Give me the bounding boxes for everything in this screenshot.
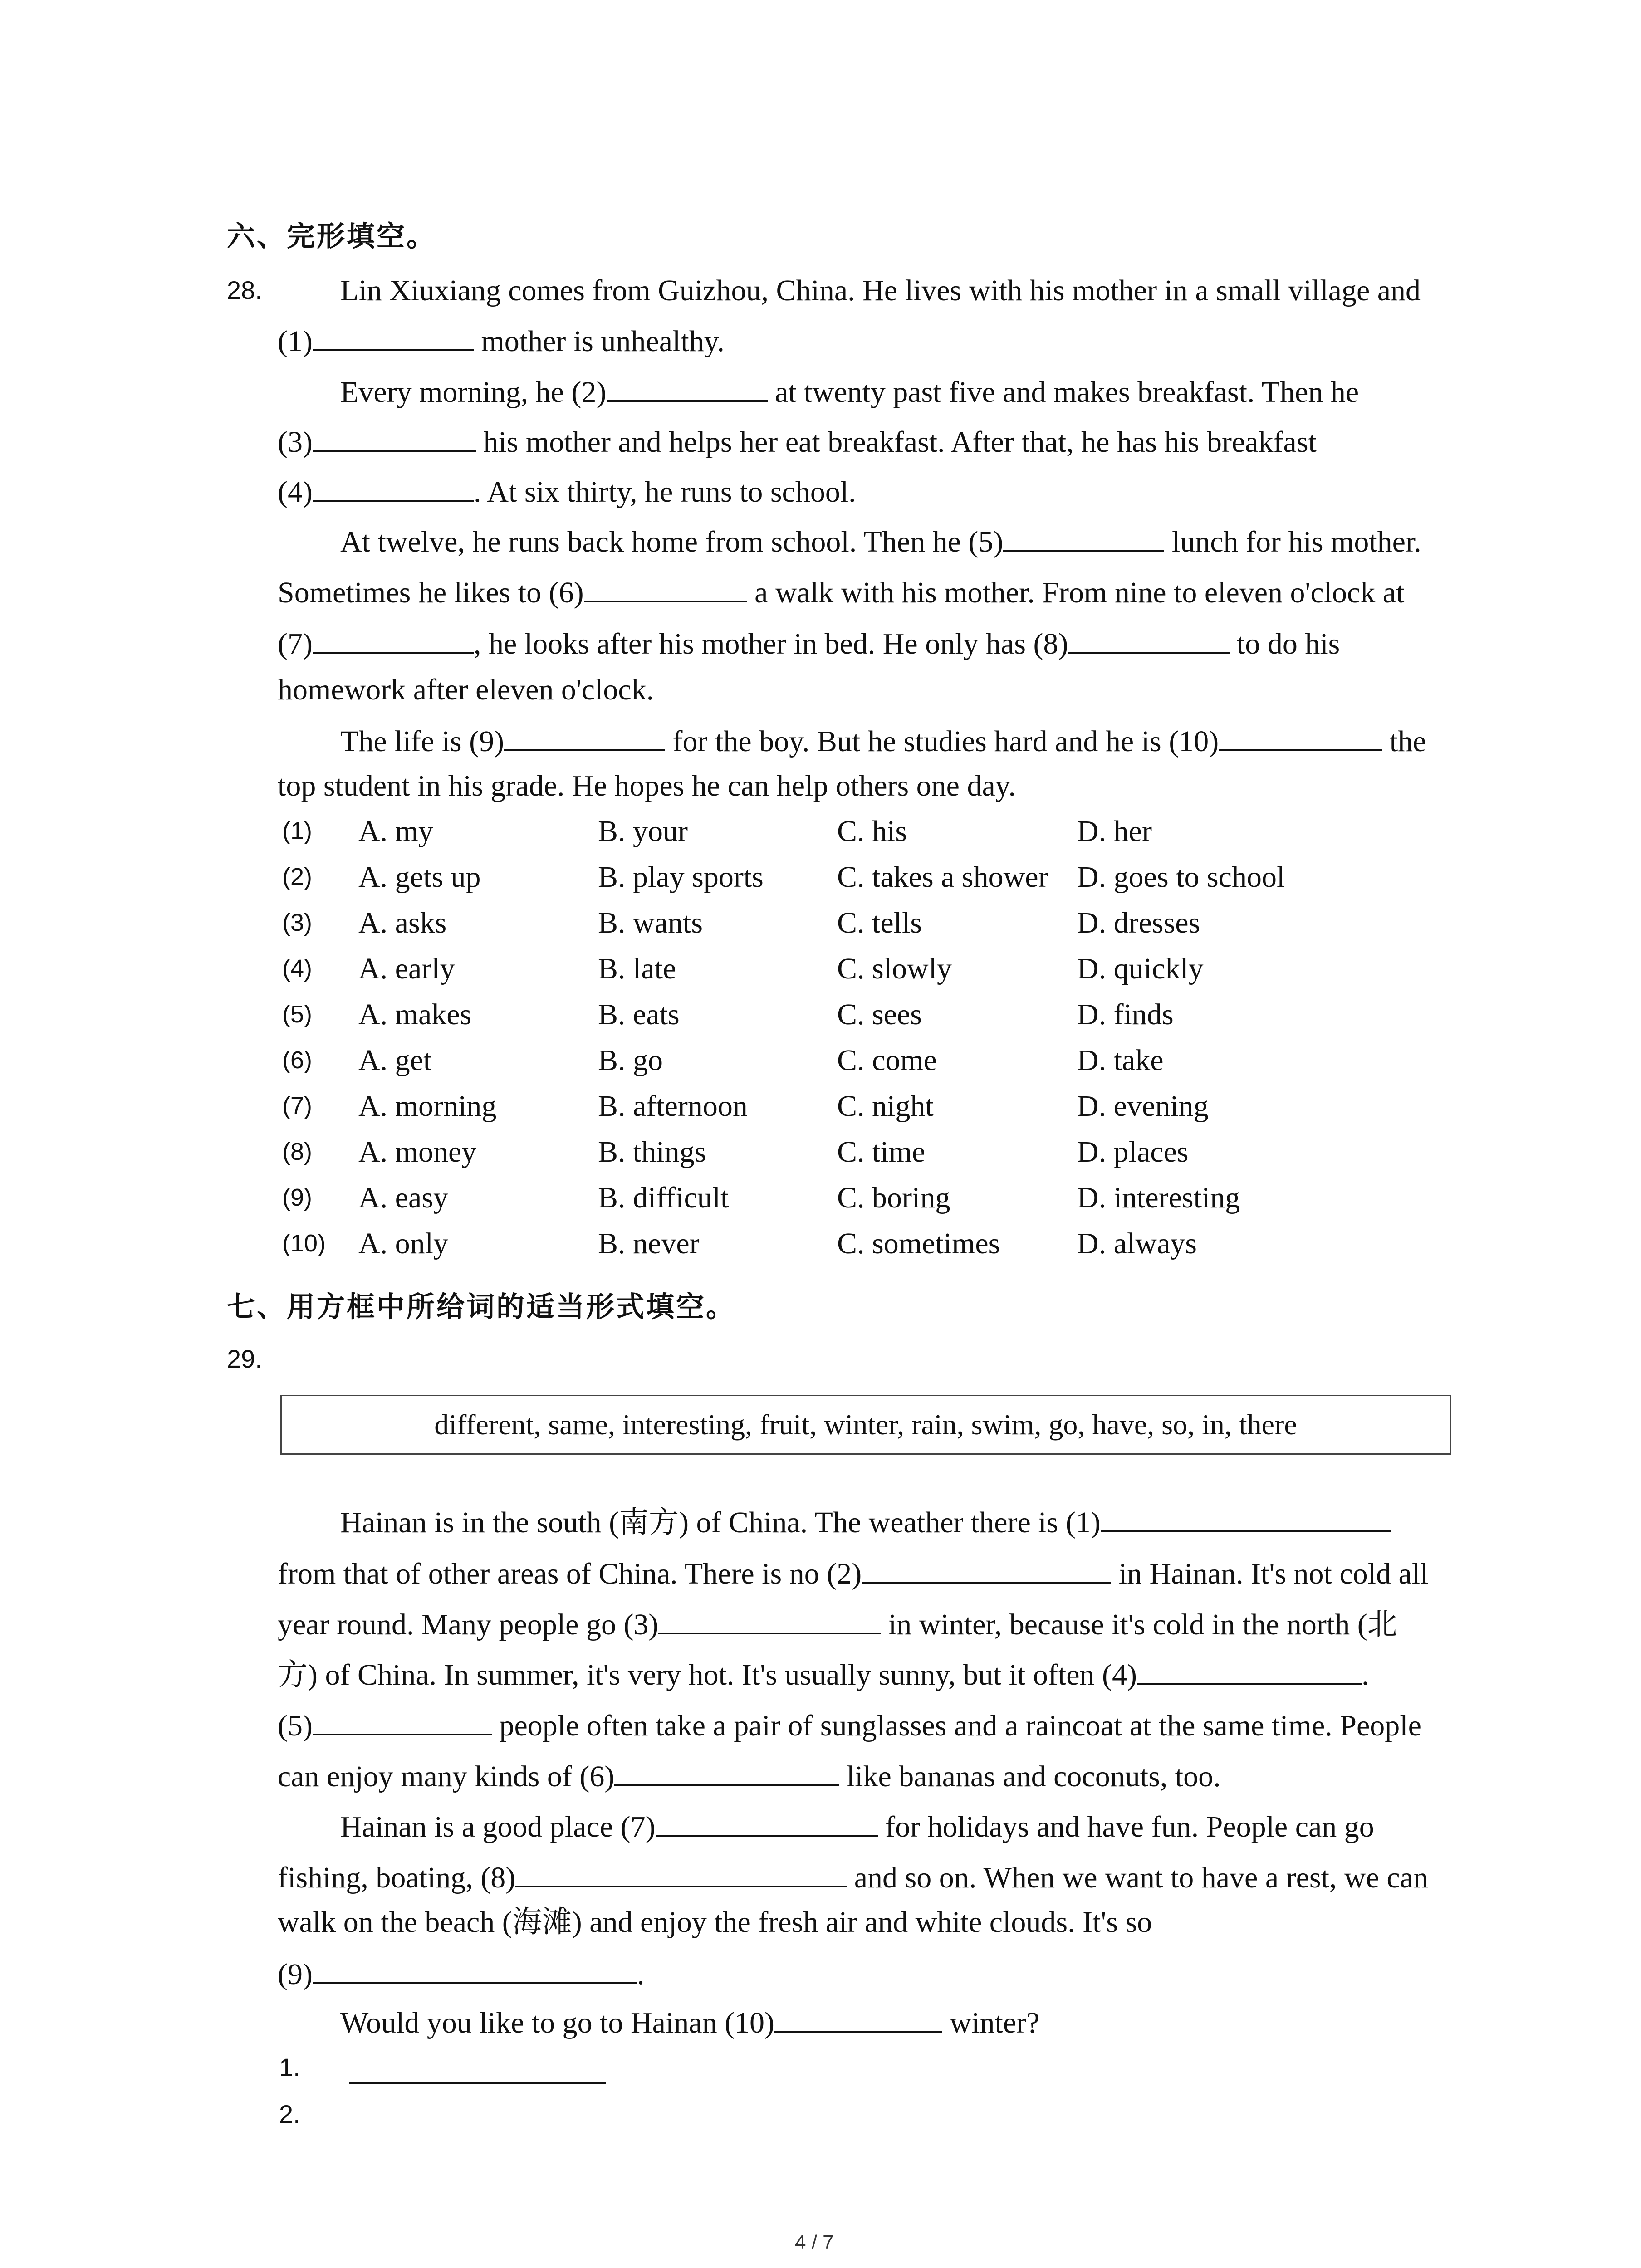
passage-line: (1) mother is unhealthy. bbox=[278, 325, 725, 358]
word-box bbox=[280, 1395, 1451, 1455]
answer-blank[interactable] bbox=[313, 1710, 492, 1735]
passage-line: Hainan is in the south (南方) of China. The weather there is (1) bbox=[340, 1507, 1391, 1538]
option-a[interactable]: A. only bbox=[358, 1227, 448, 1260]
option-number: (1) bbox=[282, 817, 312, 845]
answer-blank[interactable] bbox=[1219, 726, 1382, 751]
page-number: 4 / 7 bbox=[795, 2231, 834, 2253]
answer-blank[interactable] bbox=[313, 326, 474, 351]
answer-blank[interactable] bbox=[1137, 1659, 1362, 1685]
answer-blank[interactable] bbox=[774, 2007, 942, 2033]
passage-line: Lin Xiuxiang comes from Guizhou, China. He lives with his mother in a small village and bbox=[340, 274, 1421, 307]
section-heading-cloze: 六、完形填空。 bbox=[227, 220, 437, 253]
answer-blank[interactable] bbox=[313, 1959, 637, 1984]
option-number: (8) bbox=[282, 1138, 312, 1165]
answer-blank[interactable] bbox=[1003, 526, 1164, 552]
option-number: (10) bbox=[282, 1230, 326, 1257]
option-b[interactable]: B. go bbox=[598, 1044, 663, 1077]
question-number-28: 28. bbox=[227, 276, 262, 304]
answer-number-2: 2. bbox=[279, 2100, 300, 2128]
answer-blank[interactable] bbox=[614, 1761, 839, 1786]
option-number: (2) bbox=[282, 863, 312, 890]
option-a[interactable]: A. money bbox=[358, 1135, 477, 1168]
option-d[interactable]: D. take bbox=[1077, 1044, 1164, 1077]
option-d[interactable]: D. evening bbox=[1077, 1090, 1209, 1123]
option-a[interactable]: A. asks bbox=[358, 906, 447, 939]
answer-blank[interactable] bbox=[1068, 628, 1230, 654]
answer-blank[interactable] bbox=[658, 1609, 881, 1634]
answer-blank[interactable] bbox=[584, 577, 747, 602]
answer-blank[interactable] bbox=[656, 1811, 878, 1837]
option-c[interactable]: C. come bbox=[837, 1044, 937, 1077]
option-b[interactable]: B. late bbox=[598, 952, 676, 985]
word-box-text: different, same, interesting, fruit, winter, rain, swim, go, have, so, in, there bbox=[434, 1408, 1297, 1441]
option-d[interactable]: D. dresses bbox=[1077, 906, 1200, 939]
option-a[interactable]: A. gets up bbox=[358, 860, 481, 894]
answer-number-1: 1. bbox=[279, 2053, 300, 2082]
option-a[interactable]: A. makes bbox=[358, 998, 472, 1031]
passage-line: fishing, boating, (8) and so on. When we want to have a rest, we can bbox=[278, 1861, 1428, 1894]
passage-line: Hainan is a good place (7) for holidays and have fun. People can go bbox=[340, 1810, 1374, 1843]
passage-line: (7) , he looks after his mother in bed. He only has (8) to do his bbox=[278, 627, 1340, 660]
option-number: (5) bbox=[282, 1001, 312, 1028]
passage-line: walk on the beach (海滩) and enjoy the fresh air and white clouds. It's so bbox=[278, 1906, 1152, 1939]
answer-blank[interactable] bbox=[862, 1558, 1111, 1584]
option-c[interactable]: C. sees bbox=[837, 998, 922, 1031]
answer-blank[interactable] bbox=[515, 1862, 847, 1887]
passage-line: (4) . At six thirty, he runs to school. bbox=[278, 475, 856, 508]
option-c[interactable]: C. slowly bbox=[837, 952, 952, 985]
option-b[interactable]: B. never bbox=[598, 1227, 700, 1260]
option-b[interactable]: B. afternoon bbox=[598, 1090, 748, 1123]
option-a[interactable]: A. easy bbox=[358, 1181, 448, 1214]
section-heading-word-forms: 七、用方框中所给词的适当形式填空。 bbox=[227, 1290, 736, 1323]
answer-blank[interactable] bbox=[313, 476, 474, 502]
option-number: (9) bbox=[282, 1184, 312, 1211]
option-b[interactable]: B. things bbox=[598, 1135, 706, 1168]
option-number: (3) bbox=[282, 909, 312, 936]
answer-blank[interactable] bbox=[313, 628, 474, 654]
option-d[interactable]: D. interesting bbox=[1077, 1181, 1240, 1214]
answer-blank[interactable] bbox=[313, 426, 476, 452]
question-number-29: 29. bbox=[227, 1344, 262, 1373]
option-b[interactable]: B. difficult bbox=[598, 1181, 729, 1214]
option-c[interactable]: C. takes a shower bbox=[837, 860, 1048, 894]
option-d[interactable]: D. places bbox=[1077, 1135, 1189, 1168]
passage-line: (3) his mother and helps her eat breakfast. After that, he has his breakfast bbox=[278, 425, 1317, 459]
passage-line: year round. Many people go (3) in winter, because it's cold in the north (北 bbox=[278, 1608, 1397, 1641]
option-number: (7) bbox=[282, 1092, 312, 1119]
passage-line: (5) people often take a pair of sunglasses and a raincoat at the same time. People bbox=[278, 1709, 1421, 1742]
passage-line: At twelve, he runs back home from school. Then he (5) lunch for his mother. bbox=[340, 525, 1421, 558]
option-number: (6) bbox=[282, 1046, 312, 1074]
option-b[interactable]: B. wants bbox=[598, 906, 703, 939]
option-c[interactable]: C. night bbox=[837, 1090, 934, 1123]
option-number: (4) bbox=[282, 955, 312, 982]
passage-line: Sometimes he likes to (6) a walk with his mother. From nine to eleven o'clock at bbox=[278, 576, 1405, 609]
option-c[interactable]: C. time bbox=[837, 1135, 926, 1168]
option-c[interactable]: C. sometimes bbox=[837, 1227, 1000, 1260]
passage-line: The life is (9) for the boy. But he studies hard and he is (10) the bbox=[340, 725, 1426, 758]
answer-blank[interactable] bbox=[504, 726, 665, 751]
option-c[interactable]: C. boring bbox=[837, 1181, 950, 1214]
passage-line: can enjoy many kinds of (6) like bananas and coconuts, too. bbox=[278, 1760, 1221, 1793]
option-d[interactable]: D. finds bbox=[1077, 998, 1174, 1031]
option-b[interactable]: B. your bbox=[598, 815, 688, 848]
option-a[interactable]: A. my bbox=[358, 815, 433, 848]
option-b[interactable]: B. play sports bbox=[598, 860, 764, 894]
passage-line: 方) of China. In summer, it's very hot. It's usually sunny, but it often (4) . bbox=[278, 1658, 1369, 1691]
answer-blank[interactable] bbox=[1101, 1507, 1391, 1532]
option-a[interactable]: A. get bbox=[358, 1044, 432, 1077]
answer-blank[interactable] bbox=[607, 376, 768, 402]
option-d[interactable]: D. always bbox=[1077, 1227, 1197, 1260]
passage-line: homework after eleven o'clock. bbox=[278, 673, 654, 706]
option-c[interactable]: C. tells bbox=[837, 906, 922, 939]
passage-line: Every morning, he (2) at twenty past five and makes breakfast. Then he bbox=[340, 376, 1359, 409]
option-d[interactable]: D. quickly bbox=[1077, 952, 1204, 985]
option-a[interactable]: A. morning bbox=[358, 1090, 497, 1123]
passage-line: (9) . bbox=[278, 1958, 645, 1991]
passage-line: top student in his grade. He hopes he can help others one day. bbox=[278, 769, 1016, 802]
option-d[interactable]: D. her bbox=[1077, 815, 1152, 848]
passage-line: from that of other areas of China. There is no (2) in Hainan. It's not cold all bbox=[278, 1557, 1429, 1590]
option-a[interactable]: A. early bbox=[358, 952, 455, 985]
option-b[interactable]: B. eats bbox=[598, 998, 680, 1031]
answer-line-1[interactable] bbox=[349, 2082, 606, 2084]
option-d[interactable]: D. goes to school bbox=[1077, 860, 1285, 894]
passage-line: Would you like to go to Hainan (10) winter? bbox=[340, 2006, 1040, 2039]
option-c[interactable]: C. his bbox=[837, 815, 907, 848]
